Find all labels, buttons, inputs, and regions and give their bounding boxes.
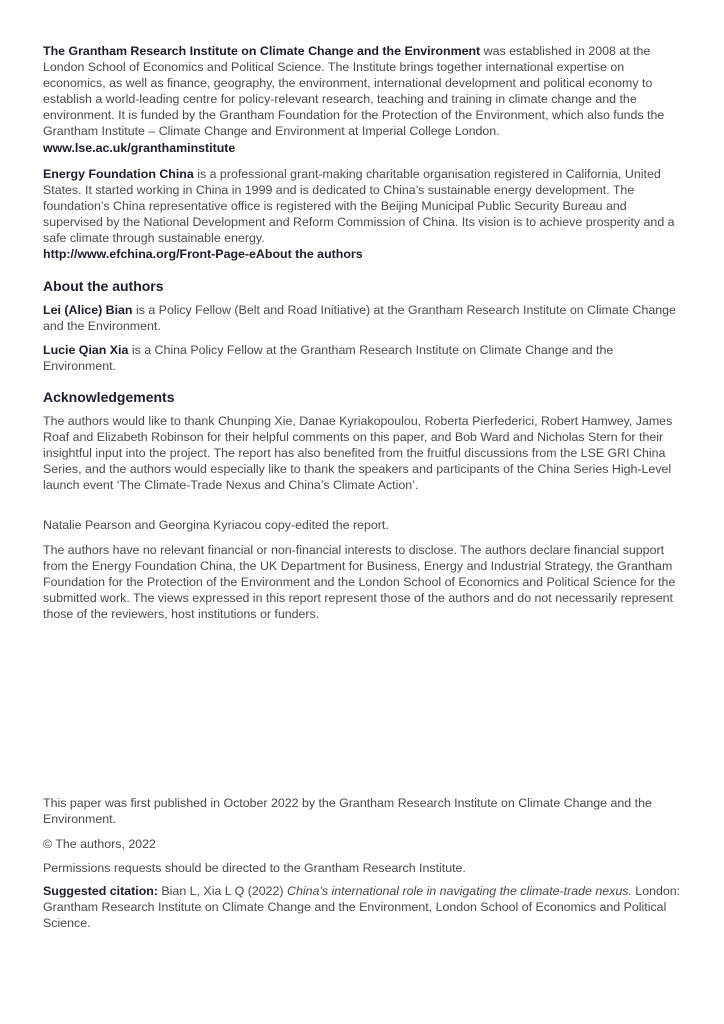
publication-note: This paper was first published in October 2022 by the Grantham Research Institute on Climate Change and the Environment. <box>43 796 652 827</box>
author-name: Lei (Alice) Bian <box>43 303 133 317</box>
grantham-description <box>43 43 683 156</box>
citation-authors: Bian L, Xia L Q (2022) <box>157 884 287 898</box>
suggested-citation <box>43 883 683 931</box>
author-bio <box>43 302 683 334</box>
citation-publisher: London: Grantham Research Institute on Climate Change and the Environment, London School of Economics and Political Science. <box>43 884 681 931</box>
copyright: © The authors, 2022 <box>43 837 156 851</box>
copy-edit-note: Natalie Pearson and Georgina Kyriacou copy-edited the report. <box>43 518 389 532</box>
efc-description <box>43 166 683 263</box>
permissions-note: Permissions requests should be directed to the Grantham Research Institute. <box>43 861 466 875</box>
author-text: is a Policy Fellow (Belt and Road Initiative) at the Grantham Research Institute on Climate Change and the Environment. <box>43 303 676 334</box>
efc-text: is a professional grant-making charitable organisation registered in California, United States. It started working in China in 1999 and is dedicated to China’s sustainable energy development. The foundation’s China representative office is registered with the Beijing Municipal Public Security Bureau and supervised by the National Development and Reform Commission of China. Its vision is to achieve prosperity and a safe climate through sustainable energy. <box>43 167 675 246</box>
grantham-name: The Grantham Research Institute on Climate Change and the Environment <box>43 44 481 58</box>
acknowledgements-paragraph: The authors would like to thank Chunping Xie, Danae Kyriakopoulou, Roberta Pierfederici, Robert Hamwey, James Roaf and Elizabeth Robinson for their helpful comments on this paper, and Bob Ward and Nicholas Stern for their insightful input into the project. The report has also benefited from the fruitful discussions from the LSE GRI China Series, and the authors would especially like to thank the speakers and participants of the China Series High-Level launch event ‘The Climate-Trade Nexus and China’s Climate Action’. <box>43 414 673 493</box>
about-authors-heading: About the authors <box>43 278 164 294</box>
grantham-link[interactable]: www.lse.ac.uk/granthaminstitute <box>43 140 236 155</box>
disclosure-paragraph: The authors have no relevant financial or non-financial interests to disclose. The authors declare financial support from the Energy Foundation China, the UK Department for Business, Energy and Industrial Strategy, the Grantham Foundation for the Protection of the Environment and the London School of Economics and Political Science for the submitted work. The views expressed in this report represent those of the authors and do not necessarily represent those of the reviewers, host institutions or funders. <box>43 543 676 622</box>
grantham-text: was established in 2008 at the London School of Economics and Political Science. The Institute brings together international expertise on economics, as well as finance, geography, the environment, international development and political economy to establish a world-leading centre for policy-relevant research, teaching and training in climate change and the environment. It is funded by the Grantham Foundation for the Protection of the Environment, which also funds the Grantham Institute – Climate Change and Environment at Imperial College London. <box>43 44 665 139</box>
efc-name: Energy Foundation China <box>43 167 194 181</box>
author-bio <box>43 342 683 374</box>
author-text: is a China Policy Fellow at the Grantham Research Institute on Climate Change and the Environment. <box>43 343 614 374</box>
citation-label: Suggested citation: <box>43 884 158 898</box>
citation-title: China’s international role in navigating the climate-trade nexus. <box>287 884 632 898</box>
efc-link[interactable]: http://www.efchina.org/Front-Page-eAbout the authors <box>43 247 363 262</box>
author-name: Lucie Qian Xia <box>43 343 129 357</box>
acknowledgements-heading: Acknowledgements <box>43 389 175 405</box>
